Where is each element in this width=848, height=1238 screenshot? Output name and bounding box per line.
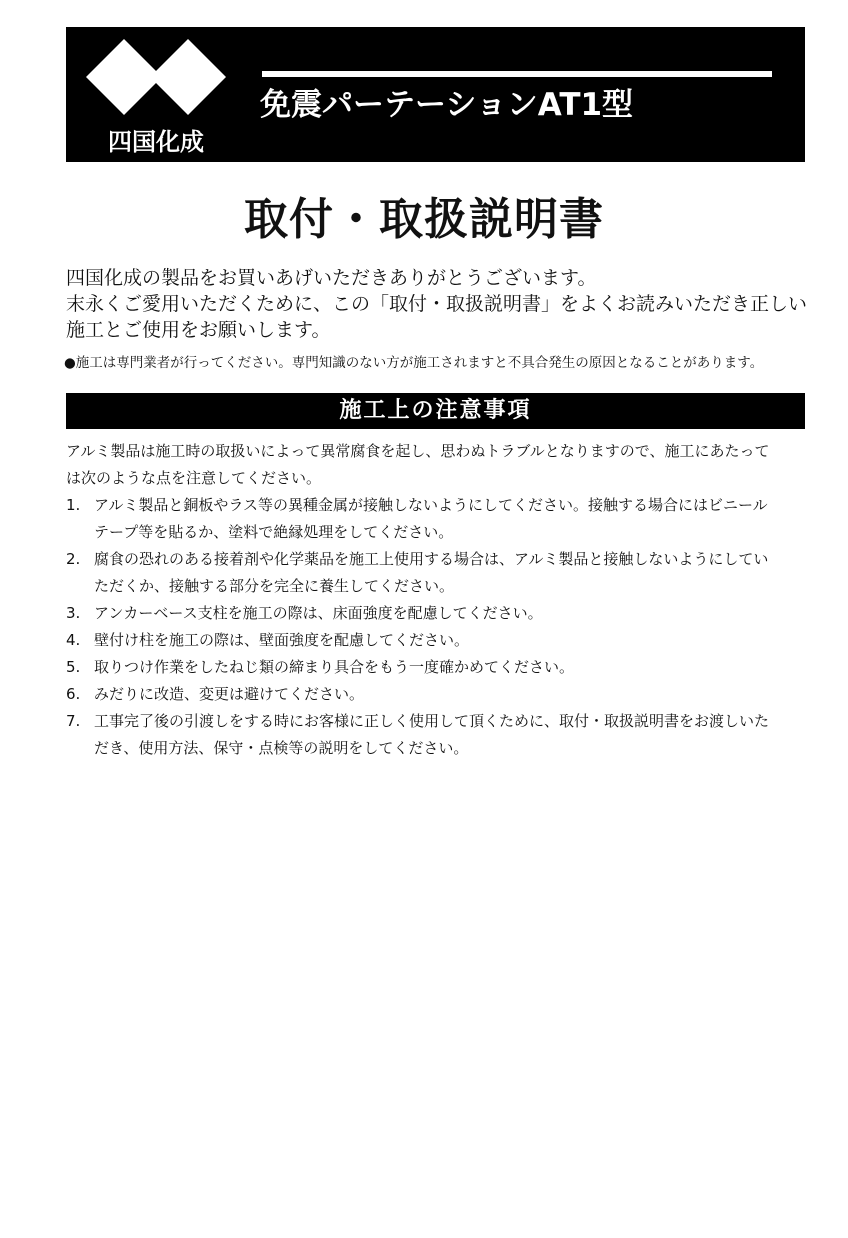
item-text: ただくか、接触する部分を完全に養生してください。	[94, 577, 455, 595]
product-title: 免震パーテーションAT1型	[260, 87, 634, 123]
item-text: 工事完了後の引渡しをする時にお客様に正しく使用して頂くために、取付・取扱説明書をお渡しいた	[94, 712, 770, 730]
item-text: だき、使用方法、保守・点検等の説明をしてください。	[94, 739, 469, 757]
intro-line: 四国化成の製品をお買いあげいただきありがとうございます。	[66, 267, 597, 289]
company-logo	[86, 39, 226, 154]
intro-text	[66, 265, 811, 343]
item-number: 2.	[66, 550, 81, 568]
list-item	[66, 627, 806, 654]
item-text: テープ等を貼るか、塗料で絶縁処理をしてください。	[94, 523, 454, 541]
item-text: アンカーベース支柱を施工の際は、床面強度を配慮してください。	[94, 604, 543, 622]
logo-top-notch	[130, 39, 182, 52]
item-text: 取りつけ作業をしたねじ類の締まり具合をもう一度確かめてください。	[94, 658, 575, 676]
section-title: 施工上の注意事項	[66, 393, 805, 429]
item-number: 5.	[66, 658, 81, 676]
item-text: 腐食の恐れのある接着剤や化学薬品を施工上使用する場合は、アルミ製品と接触しないようにしてい	[94, 550, 769, 568]
item-text: アルミ製品と銅板やラス等の異種金属が接触しないようにしてください。接触する場合にはビニール	[94, 496, 768, 514]
item-text: 壁付け柱を施工の際は、壁面強度を配慮してください。	[94, 631, 470, 649]
company-name: 四国化成	[108, 128, 204, 156]
document-title: 取付・取扱説明書	[244, 194, 604, 245]
list-item	[66, 492, 806, 546]
header-rule	[262, 71, 772, 77]
body-line: アルミ製品は施工時の取扱いによって異常腐食を起し、思わぬトラブルとなりますので、施工にあたって	[66, 442, 770, 460]
item-number: 7.	[66, 712, 81, 730]
logo-bottom-notch	[126, 102, 186, 119]
header-banner	[66, 27, 805, 162]
intro-line: 末永くご愛用いただくために、この「取付・取扱説明書」をよくお読みいただき正しい	[66, 293, 808, 315]
professional-install-note: ●施工は専門業者が行ってください。専門知識のない方が施工されますと不具合発生の原因となることがあります。	[64, 355, 764, 371]
item-number: 4.	[66, 631, 81, 649]
list-item	[66, 654, 806, 681]
list-item	[66, 681, 806, 708]
item-number: 3.	[66, 604, 81, 622]
logo-mark-icon	[86, 39, 226, 129]
list-item	[66, 600, 806, 627]
list-item	[66, 546, 806, 600]
section-body	[66, 438, 806, 492]
item-number: 1.	[66, 496, 81, 514]
precaution-list	[66, 492, 806, 762]
item-number: 6.	[66, 685, 81, 703]
intro-line: 施工とご使用をお願いします。	[66, 319, 331, 341]
item-text: みだりに改造、変更は避けてください。	[94, 685, 365, 703]
body-line: は次のような点を注意してください。	[66, 469, 322, 487]
list-item	[66, 708, 806, 762]
